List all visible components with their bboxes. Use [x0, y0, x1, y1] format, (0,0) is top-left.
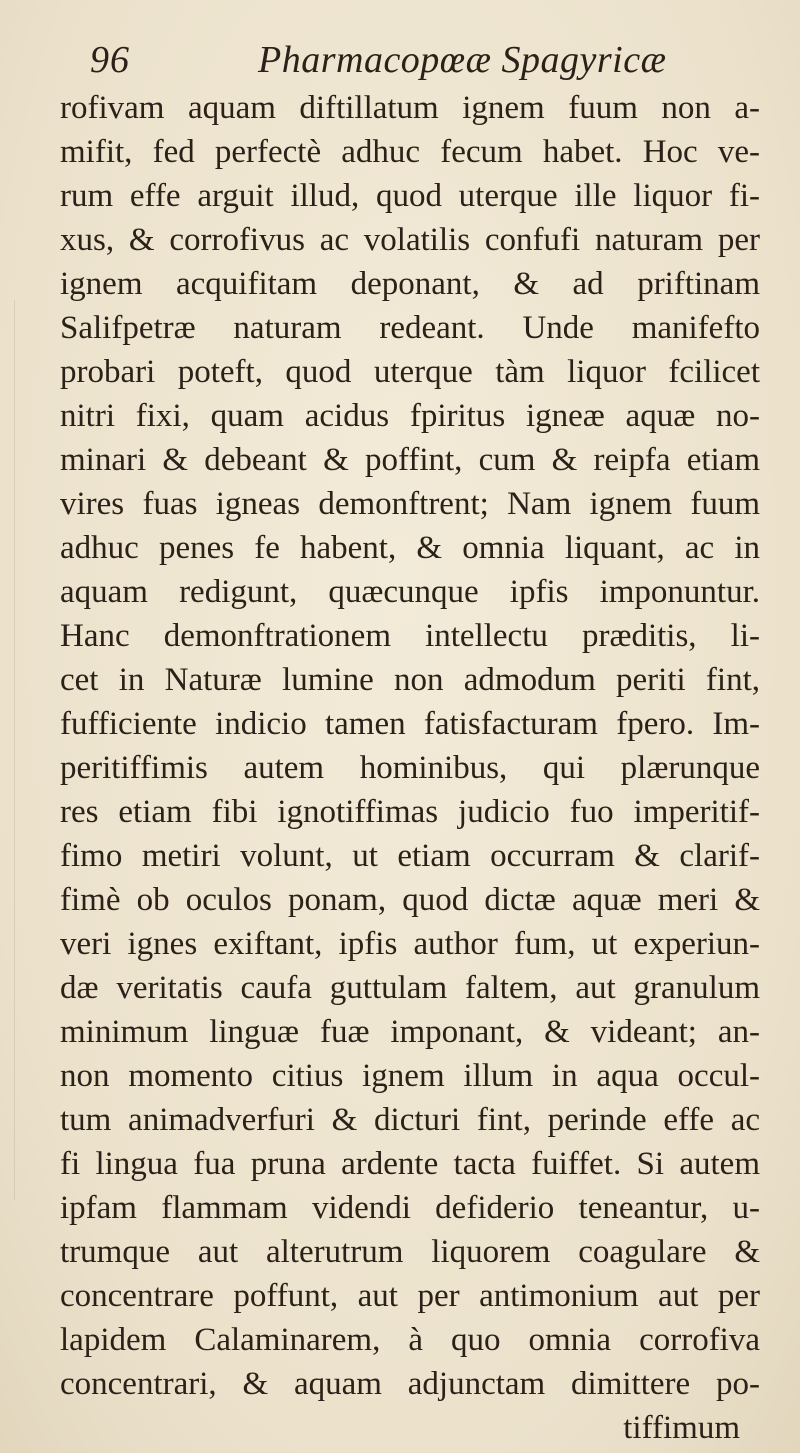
- text-line: nitri fixi, quam acidus fpiritus igneæ aquæ no-: [60, 398, 760, 434]
- text-line: adhuc penes fe habent, & omnia liquant, ac in: [60, 530, 760, 566]
- text-line: Salifpetræ naturam redeant. Unde manifefto: [60, 310, 760, 346]
- text-line: res etiam fibi ignotiffimas judicio fuo imperitif-: [60, 794, 760, 830]
- text-line: veri ignes exiftant, ipfis author fum, ut experiun-: [60, 926, 760, 962]
- text-line: probari poteft, quod uterque tàm liquor fcilicet: [60, 354, 760, 390]
- text-line: minimum linguæ fuæ imponant, & videant; an-: [60, 1014, 760, 1050]
- text-line: trumque aut alterutrum liquorem coagulare &: [60, 1234, 760, 1270]
- text-line: ignem acquifitam deponant, & ad priftinam: [60, 266, 760, 302]
- text-line: lapidem Calaminarem, à quo omnia corrofiva: [60, 1322, 760, 1358]
- running-title: Pharmacopœæ Spagyricæ: [258, 39, 667, 81]
- text-line: peritiffimis autem hominibus, qui plærunque: [60, 750, 760, 786]
- text-line: mifit, fed perfectè adhuc fecum habet. Hoc ve-: [60, 134, 760, 170]
- text-line: vires fuas igneas demonftrent; Nam ignem fuum: [60, 486, 760, 522]
- text-line: aquam redigunt, quæcunque ipfis imponuntur.: [60, 574, 760, 610]
- text-line: fi lingua fua pruna ardente tacta fuiffet. Si autem: [60, 1146, 760, 1182]
- page-header: [90, 38, 730, 88]
- page-edge-shadow: [14, 300, 15, 1200]
- text-line: xus, & corrofivus ac volatilis confufi naturam per: [60, 222, 760, 258]
- text-line: tum animadverfuri & dicturi fint, perinde effe ac: [60, 1102, 760, 1138]
- catchword: tiffimum: [623, 1410, 740, 1446]
- text-line: concentrari, & aquam adjunctam dimittere po-: [60, 1366, 760, 1402]
- text-line: rofivam aquam diftillatum ignem fuum non a-: [60, 90, 760, 126]
- body-text: [60, 86, 760, 1450]
- text-line: dæ veritatis caufa guttulam faltem, aut granulum: [60, 970, 760, 1006]
- text-line: fimè ob oculos ponam, quod dictæ aquæ meri &: [60, 882, 760, 918]
- text-line: Hanc demonftrationem intellectu præditis, li-: [60, 618, 760, 654]
- text-line: rum effe arguit illud, quod uterque ille liquor fi-: [60, 178, 760, 214]
- text-line: concentrare poffunt, aut per antimonium aut per: [60, 1278, 760, 1314]
- text-line: ipfam flammam videndi defiderio teneantur, u-: [60, 1190, 760, 1226]
- text-line: fufficiente indicio tamen fatisfacturam fpero. Im-: [60, 706, 760, 742]
- text-line: non momento citius ignem illum in aqua occul-: [60, 1058, 760, 1094]
- text-line: fimo metiri volunt, ut etiam occurram & clarif-: [60, 838, 760, 874]
- text-line: minari & debeant & poffint, cum & reipfa etiam: [60, 442, 760, 478]
- text-line: cet in Naturæ lumine non admodum periti fint,: [60, 662, 760, 698]
- page-number: 96: [90, 39, 130, 81]
